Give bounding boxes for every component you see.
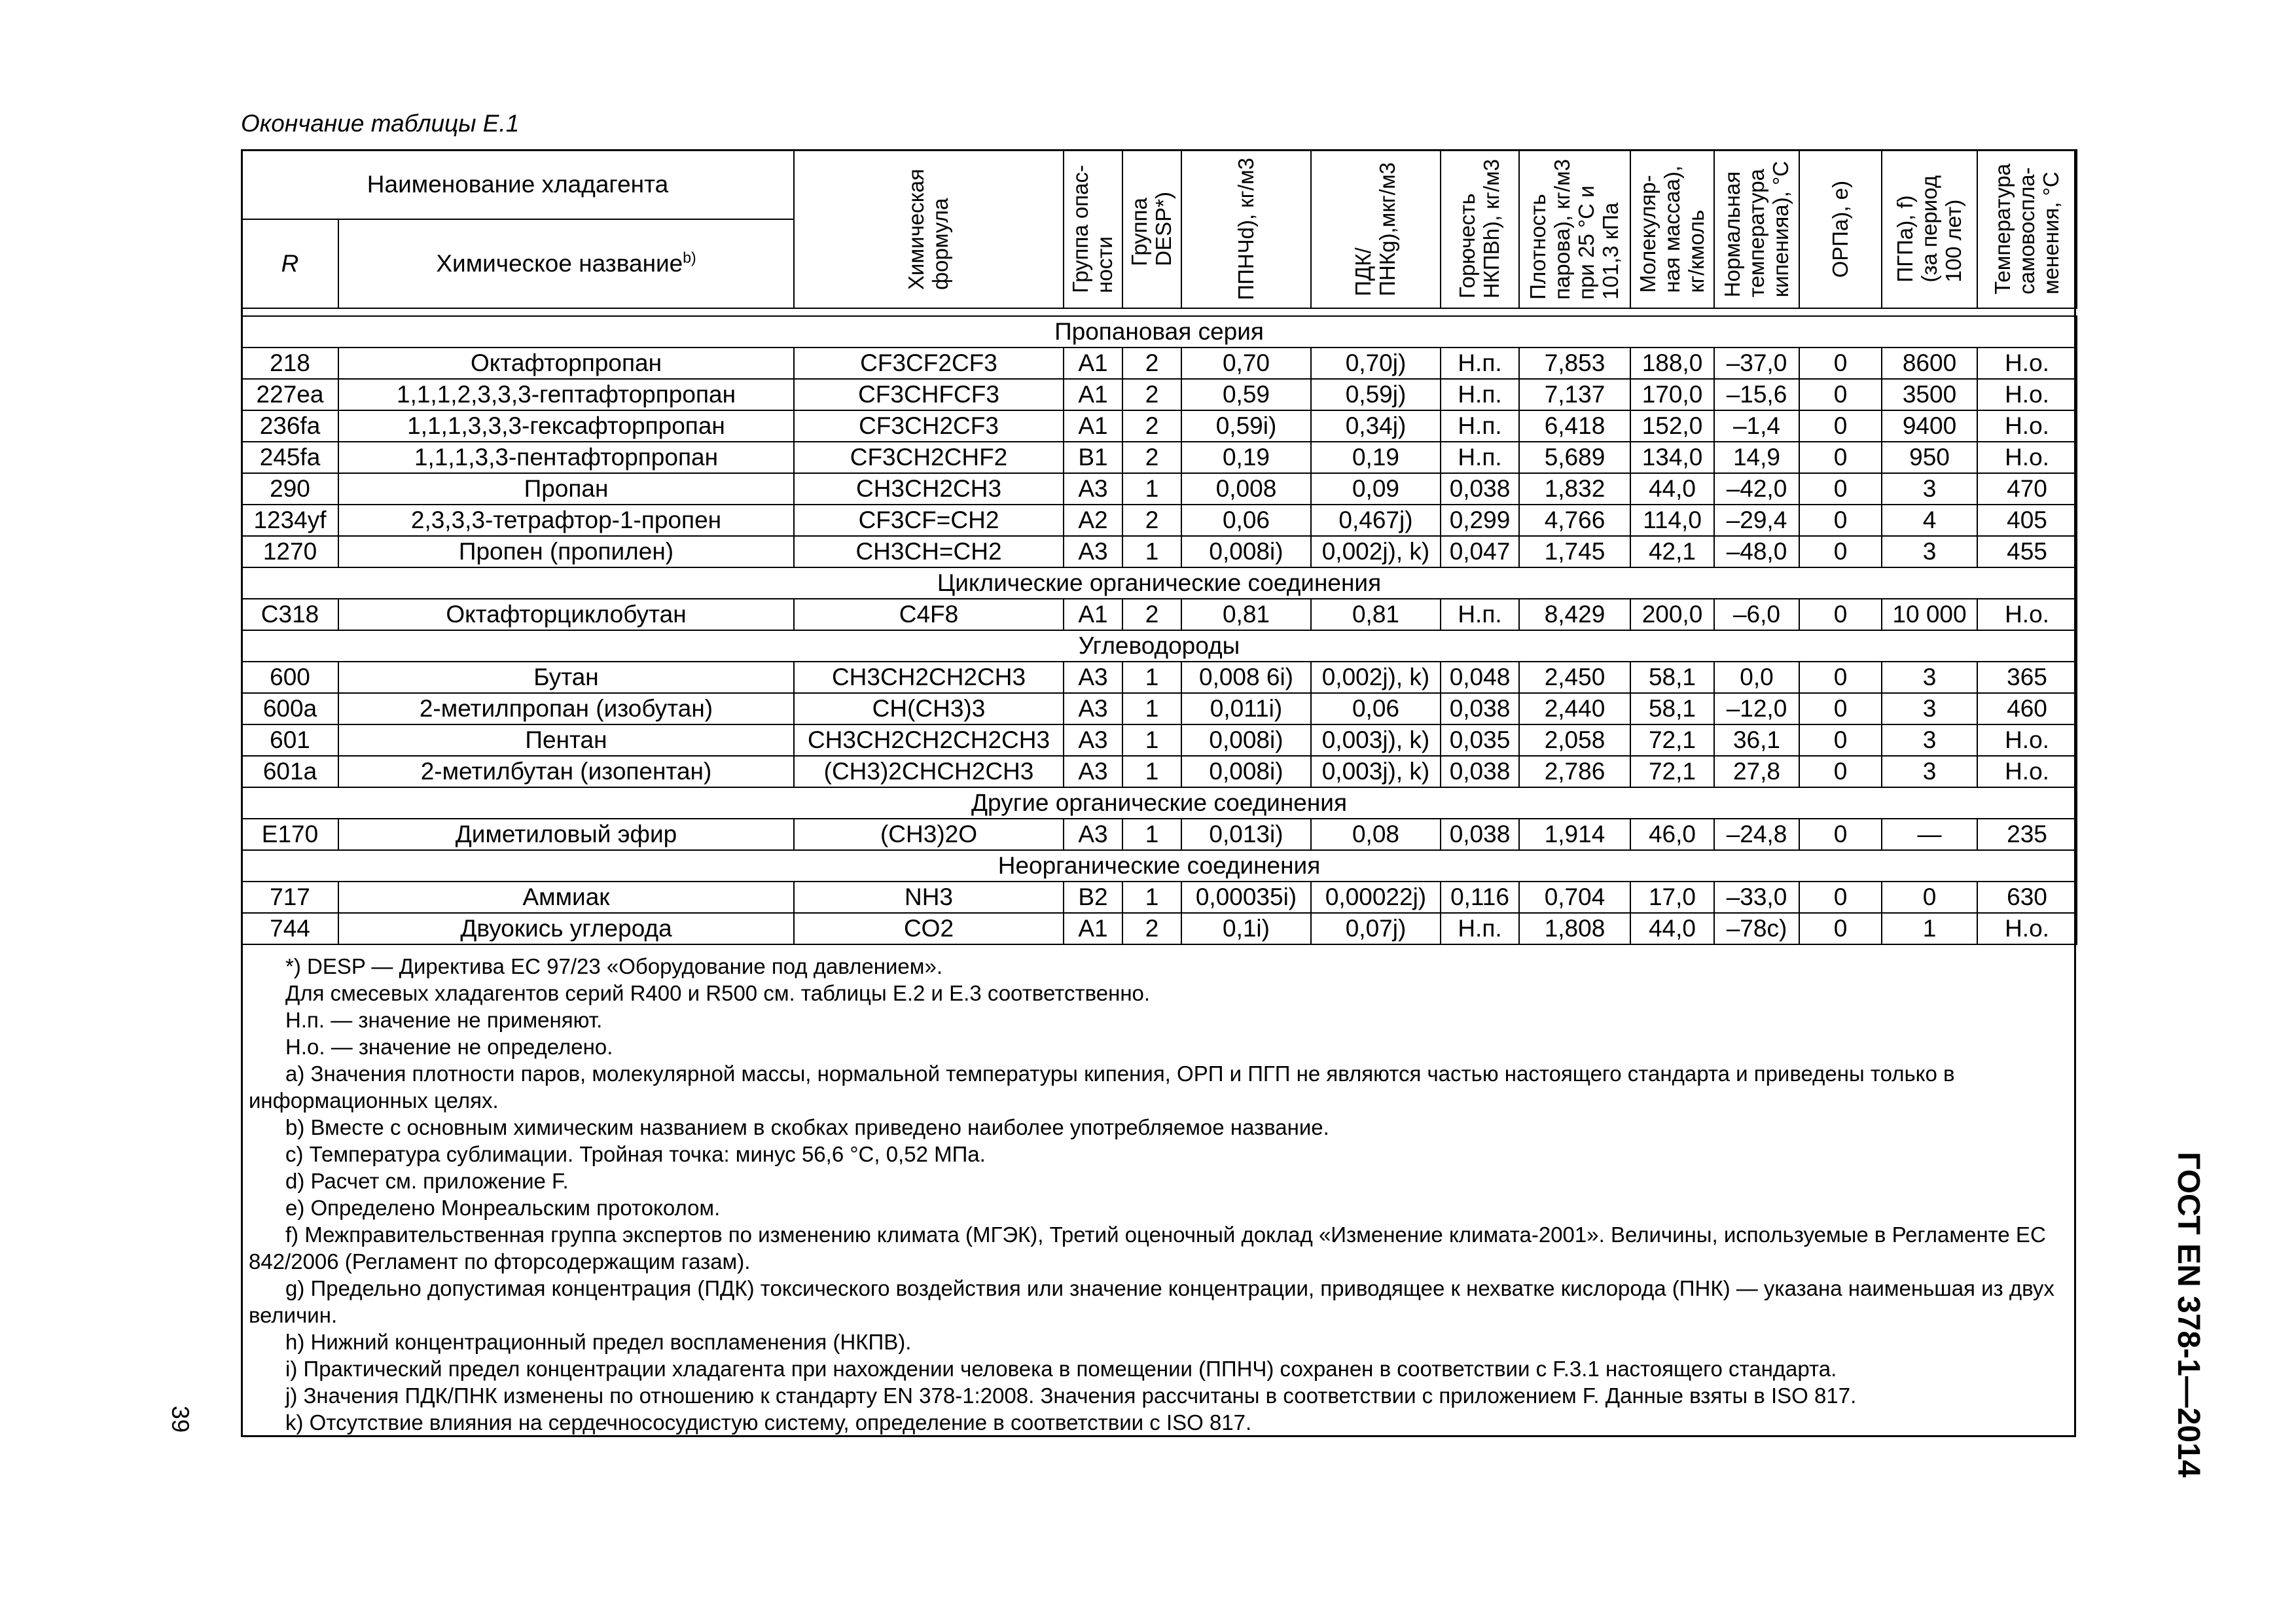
cell-molmass: 134,0 <box>1630 442 1714 473</box>
cell-orp: 0 <box>1799 693 1882 724</box>
section-row <box>242 787 2077 819</box>
cell-r: 601 <box>242 724 338 756</box>
cell-ppnch: 0,06 <box>1181 505 1311 536</box>
cell-ppnch: 0,011i) <box>1181 693 1311 724</box>
cell-molmass: 17,0 <box>1630 882 1714 913</box>
section-row <box>242 316 2077 348</box>
footnote: a) Значения плотности паров, молекулярной массы, нормальной температуры кипения, ОРП и ПГП не являются частью настоящего стандарта и приведены только в информационных целях. <box>249 1061 1955 1113</box>
footnote: f) Межправительственная группа экспертов по изменению климата (МГЭК), Третий оценочный доклад «Изменение климата-2001». Величины, используемые в Регламенте ЕС 842/2006 (Регламент по фторсодержащим газам). <box>249 1222 2046 1274</box>
footnote: b) Вместе с основным химическим названием в скобках приведено наиболее употребляемое название. <box>285 1115 1329 1139</box>
cell-desp: 1 <box>1122 724 1181 756</box>
cell-pdk: 0,59j) <box>1311 379 1441 410</box>
cell-boil: –29,4 <box>1714 505 1799 536</box>
cell-name: 1,1,1,2,3,3,3-гептафторпропан <box>338 379 794 410</box>
refrigerant-table <box>241 149 2077 945</box>
section-title: Неорганические соединения <box>242 850 2077 882</box>
cell-formula: NH3 <box>794 882 1064 913</box>
cell-r: C318 <box>242 599 338 630</box>
cell-r: 744 <box>242 913 338 944</box>
footnote: Н.п. — значение не применяют. <box>285 1008 603 1032</box>
cell-hazard: A1 <box>1064 348 1122 379</box>
cell-pdk: 0,07j) <box>1311 913 1441 944</box>
cell-autoign: Н.о. <box>1977 756 2077 787</box>
cell-flam: 0,038 <box>1441 756 1519 787</box>
cell-density: 7,853 <box>1519 348 1630 379</box>
cell-ppnch: 0,008 <box>1181 473 1311 505</box>
cell-name: 2-метилпропан (изобутан) <box>338 693 794 724</box>
section-title: Пропановая серия <box>242 316 2077 348</box>
cell-ppnch: 0,008i) <box>1181 536 1311 567</box>
cell-orp: 0 <box>1799 410 1882 442</box>
footnote: k) Отсутствие влияния на сердечнососудистую систему, определение в соответствии с ISO 817. <box>285 1410 1252 1435</box>
cell-density: 1,832 <box>1519 473 1630 505</box>
cell-pdk: 0,34j) <box>1311 410 1441 442</box>
cell-r: 236fa <box>242 410 338 442</box>
section-title: Другие органические соединения <box>242 787 2077 819</box>
table-row <box>242 599 2077 630</box>
cell-flam: 0,038 <box>1441 473 1519 505</box>
cell-density: 1,808 <box>1519 913 1630 944</box>
cell-desp: 1 <box>1122 882 1181 913</box>
header-desp: Группа DESP*) <box>1122 150 1181 308</box>
cell-ggp: 9400 <box>1882 410 1977 442</box>
cell-flam: Н.п. <box>1441 599 1519 630</box>
cell-density: 4,766 <box>1519 505 1630 536</box>
page-number: 39 <box>167 1406 194 1433</box>
cell-desp: 1 <box>1122 536 1181 567</box>
cell-autoign: Н.о. <box>1977 724 2077 756</box>
cell-ppnch: 0,008i) <box>1181 724 1311 756</box>
cell-boil: –6,0 <box>1714 599 1799 630</box>
cell-molmass: 200,0 <box>1630 599 1714 630</box>
cell-ggp: 8600 <box>1882 348 1977 379</box>
cell-hazard: B1 <box>1064 442 1122 473</box>
cell-hazard: A3 <box>1064 536 1122 567</box>
cell-density: 0,704 <box>1519 882 1630 913</box>
cell-name: Октафторциклобутан <box>338 599 794 630</box>
cell-hazard: A1 <box>1064 599 1122 630</box>
cell-r: 1270 <box>242 536 338 567</box>
standard-designation: ГОСТ EN 378-1—2014 <box>2171 1152 2206 1478</box>
cell-boil: –15,6 <box>1714 379 1799 410</box>
section-row <box>242 630 2077 662</box>
cell-orp: 0 <box>1799 913 1882 944</box>
cell-flam: 0,299 <box>1441 505 1519 536</box>
header-boil: Нормальная температура кипенияa), °С <box>1714 150 1799 308</box>
cell-desp: 2 <box>1122 410 1181 442</box>
cell-ggp: 0 <box>1882 882 1977 913</box>
cell-pdk: 0,003j), k) <box>1311 756 1441 787</box>
cell-name: Бутан <box>338 662 794 693</box>
cell-hazard: A1 <box>1064 913 1122 944</box>
cell-orp: 0 <box>1799 662 1882 693</box>
cell-flam: 0,038 <box>1441 693 1519 724</box>
cell-formula: CH(CH3)3 <box>794 693 1064 724</box>
section-title: Углеводороды <box>242 630 2077 662</box>
cell-orp: 0 <box>1799 536 1882 567</box>
table-row <box>242 724 2077 756</box>
table-row <box>242 693 2077 724</box>
cell-boil: 14,9 <box>1714 442 1799 473</box>
table-row <box>242 442 2077 473</box>
cell-desp: 1 <box>1122 756 1181 787</box>
cell-r: 245fa <box>242 442 338 473</box>
cell-autoign: 630 <box>1977 882 2077 913</box>
cell-boil: –24,8 <box>1714 819 1799 850</box>
table-row <box>242 379 2077 410</box>
header-autoign: Температура самовоспла- менения, °С <box>1977 150 2077 308</box>
spacer-cell <box>242 308 2077 316</box>
cell-orp: 0 <box>1799 379 1882 410</box>
cell-pdk: 0,002j), k) <box>1311 662 1441 693</box>
cell-pdk: 0,81 <box>1311 599 1441 630</box>
cell-formula: CF3CHFCF3 <box>794 379 1064 410</box>
header-hazard: Группа опас- ности <box>1064 150 1122 308</box>
cell-boil: –12,0 <box>1714 693 1799 724</box>
cell-ppnch: 0,008 6i) <box>1181 662 1311 693</box>
cell-ggp: 950 <box>1882 442 1977 473</box>
header-orp: ОРПa), e) <box>1799 150 1882 308</box>
cell-boil: –1,4 <box>1714 410 1799 442</box>
cell-boil: 36,1 <box>1714 724 1799 756</box>
cell-r: E170 <box>242 819 338 850</box>
footnotes <box>249 953 2068 1436</box>
table-row <box>242 756 2077 787</box>
cell-ppnch: 0,19 <box>1181 442 1311 473</box>
cell-ggp: 3 <box>1882 693 1977 724</box>
cell-hazard: A3 <box>1064 473 1122 505</box>
cell-name: 2,3,3,3-тетрафтор-1-пропен <box>338 505 794 536</box>
cell-orp: 0 <box>1799 724 1882 756</box>
cell-boil: –33,0 <box>1714 882 1799 913</box>
cell-autoign: Н.о. <box>1977 348 2077 379</box>
cell-orp: 0 <box>1799 819 1882 850</box>
cell-pdk: 0,06 <box>1311 693 1441 724</box>
cell-hazard: A2 <box>1064 505 1122 536</box>
cell-flam: 0,116 <box>1441 882 1519 913</box>
cell-molmass: 114,0 <box>1630 505 1714 536</box>
cell-desp: 1 <box>1122 693 1181 724</box>
footnote: g) Предельно допустимая концентрация (ПДК) токсического воздействия или значение концентрации, приводящее к нехватке кислорода (ПНК) — указана наименьшая из двух величин. <box>249 1276 2054 1327</box>
cell-formula: CH3CH2CH2CH3 <box>794 662 1064 693</box>
cell-flam: 0,048 <box>1441 662 1519 693</box>
cell-desp: 2 <box>1122 913 1181 944</box>
header-ppnch: ППНЧd), кг/м3 <box>1181 150 1311 308</box>
cell-ggp: 10 000 <box>1882 599 1977 630</box>
table-caption: Окончание таблицы Е.1 <box>241 110 520 137</box>
cell-formula: (CH3)2CHCH2CH3 <box>794 756 1064 787</box>
cell-hazard: A3 <box>1064 693 1122 724</box>
cell-r: 601a <box>242 756 338 787</box>
cell-boil: –78c) <box>1714 913 1799 944</box>
cell-r: 227ea <box>242 379 338 410</box>
footnote: h) Нижний концентрационный предел воспламенения (НКПВ). <box>285 1330 912 1354</box>
cell-hazard: A3 <box>1064 724 1122 756</box>
cell-formula: CF3CF=CH2 <box>794 505 1064 536</box>
footnote: e) Определено Монреальским протоколом. <box>285 1196 721 1220</box>
cell-autoign: Н.о. <box>1977 410 2077 442</box>
header-chem-name: Химическое название$^{b)}$ <box>338 219 794 308</box>
cell-hazard: A1 <box>1064 410 1122 442</box>
footnote: i) Практический предел концентрации хладагента при нахождении человека в помещении (ППНЧ) сохранен в соответствии с F.3.1 настоящего стандарта. <box>285 1357 1837 1381</box>
cell-formula: CH3CH=CH2 <box>794 536 1064 567</box>
cell-autoign: Н.о. <box>1977 379 2077 410</box>
cell-flam: Н.п. <box>1441 379 1519 410</box>
cell-autoign: Н.о. <box>1977 599 2077 630</box>
cell-ggp: 4 <box>1882 505 1977 536</box>
cell-ggp: 3 <box>1882 756 1977 787</box>
cell-name: Диметиловый эфир <box>338 819 794 850</box>
cell-formula: (CH3)2O <box>794 819 1064 850</box>
cell-flam: Н.п. <box>1441 442 1519 473</box>
cell-formula: CF3CH2CHF2 <box>794 442 1064 473</box>
cell-ggp: 3 <box>1882 473 1977 505</box>
cell-boil: –48,0 <box>1714 536 1799 567</box>
section-title: Циклические органические соединения <box>242 567 2077 599</box>
cell-formula: CH3CH2CH3 <box>794 473 1064 505</box>
cell-name: Двуокись углерода <box>338 913 794 944</box>
table-row <box>242 505 2077 536</box>
cell-autoign: 455 <box>1977 536 2077 567</box>
cell-flam: 0,047 <box>1441 536 1519 567</box>
header-density: Плотность паровa), кг/м3 при 25 °С и 101,3 кПа <box>1519 150 1630 308</box>
cell-density: 1,745 <box>1519 536 1630 567</box>
footnote: Н.о. — значение не определено. <box>285 1035 613 1059</box>
cell-hazard: A1 <box>1064 379 1122 410</box>
cell-formula: C4F8 <box>794 599 1064 630</box>
table-body <box>242 308 2077 944</box>
header-name-group: Наименование хладагента <box>242 150 794 219</box>
cell-molmass: 72,1 <box>1630 724 1714 756</box>
cell-autoign: 365 <box>1977 662 2077 693</box>
cell-molmass: 44,0 <box>1630 913 1714 944</box>
table-row <box>242 473 2077 505</box>
cell-desp: 2 <box>1122 599 1181 630</box>
header-molmass: Молекуляр- ная массаa), кг/кмоль <box>1630 150 1714 308</box>
cell-orp: 0 <box>1799 505 1882 536</box>
cell-autoign: Н.о. <box>1977 442 2077 473</box>
cell-orp: 0 <box>1799 473 1882 505</box>
cell-flam: Н.п. <box>1441 913 1519 944</box>
cell-name: 1,1,1,3,3,3-гексафторпропан <box>338 410 794 442</box>
cell-boil: 27,8 <box>1714 756 1799 787</box>
cell-desp: 2 <box>1122 379 1181 410</box>
cell-name: Пропен (пропилен) <box>338 536 794 567</box>
footnote: d) Расчет см. приложение F. <box>285 1169 569 1193</box>
footnote: *) DESP — Директива ЕС 97/23 «Оборудование под давлением». <box>285 954 942 978</box>
cell-ggp: 3 <box>1882 536 1977 567</box>
cell-orp: 0 <box>1799 442 1882 473</box>
cell-molmass: 188,0 <box>1630 348 1714 379</box>
header-flam: Горючесть НКПВh), кг/м3 <box>1441 150 1519 308</box>
cell-density: 8,429 <box>1519 599 1630 630</box>
cell-ggp: 1 <box>1882 913 1977 944</box>
table-header <box>242 150 2077 308</box>
section-spacer <box>242 308 2077 316</box>
cell-density: 2,786 <box>1519 756 1630 787</box>
cell-desp: 1 <box>1122 662 1181 693</box>
cell-ppnch: 0,00035i) <box>1181 882 1311 913</box>
cell-density: 1,914 <box>1519 819 1630 850</box>
cell-desp: 1 <box>1122 819 1181 850</box>
table-row <box>242 348 2077 379</box>
cell-name: 1,1,1,3,3-пентафторпропан <box>338 442 794 473</box>
cell-density: 6,418 <box>1519 410 1630 442</box>
cell-desp: 2 <box>1122 442 1181 473</box>
cell-name: Пентан <box>338 724 794 756</box>
header-formula: Химическая формула <box>794 150 1064 308</box>
cell-ppnch: 0,59 <box>1181 379 1311 410</box>
cell-r: 717 <box>242 882 338 913</box>
header-pdk: ПДК/ ПНКg),мкг/м3 <box>1311 150 1441 308</box>
cell-pdk: 0,08 <box>1311 819 1441 850</box>
cell-flam: 0,038 <box>1441 819 1519 850</box>
footnote: c) Температура сублимации. Тройная точка: минус 56,6 °С, 0,52 МПа. <box>285 1142 986 1166</box>
footnote: Для смесевых хладагентов серий R400 и R500 см. таблицы Е.2 и Е.3 соответственно. <box>285 981 1151 1005</box>
cell-r: 600 <box>242 662 338 693</box>
cell-density: 2,058 <box>1519 724 1630 756</box>
cell-boil: 0,0 <box>1714 662 1799 693</box>
table-row <box>242 536 2077 567</box>
cell-molmass: 44,0 <box>1630 473 1714 505</box>
cell-pdk: 0,19 <box>1311 442 1441 473</box>
cell-molmass: 42,1 <box>1630 536 1714 567</box>
cell-name: 2-метилбутан (изопентан) <box>338 756 794 787</box>
cell-pdk: 0,002j), k) <box>1311 536 1441 567</box>
cell-pdk: 0,09 <box>1311 473 1441 505</box>
cell-autoign: 460 <box>1977 693 2077 724</box>
cell-r: 218 <box>242 348 338 379</box>
cell-ggp: 3500 <box>1882 379 1977 410</box>
cell-density: 5,689 <box>1519 442 1630 473</box>
cell-ppnch: 0,59i) <box>1181 410 1311 442</box>
cell-r: 600a <box>242 693 338 724</box>
cell-pdk: 0,003j), k) <box>1311 724 1441 756</box>
cell-desp: 1 <box>1122 473 1181 505</box>
header-r: R <box>242 219 338 308</box>
cell-ppnch: 0,013i) <box>1181 819 1311 850</box>
cell-molmass: 72,1 <box>1630 756 1714 787</box>
cell-molmass: 58,1 <box>1630 693 1714 724</box>
cell-density: 7,137 <box>1519 379 1630 410</box>
cell-ggp: — <box>1882 819 1977 850</box>
cell-autoign: Н.о. <box>1977 913 2077 944</box>
cell-flam: 0,035 <box>1441 724 1519 756</box>
cell-orp: 0 <box>1799 756 1882 787</box>
cell-pdk: 0,00022j) <box>1311 882 1441 913</box>
cell-density: 2,440 <box>1519 693 1630 724</box>
table-row <box>242 410 2077 442</box>
cell-orp: 0 <box>1799 882 1882 913</box>
cell-desp: 2 <box>1122 505 1181 536</box>
cell-molmass: 58,1 <box>1630 662 1714 693</box>
cell-autoign: 235 <box>1977 819 2077 850</box>
cell-orp: 0 <box>1799 348 1882 379</box>
section-row <box>242 850 2077 882</box>
cell-pdk: 0,467j) <box>1311 505 1441 536</box>
cell-pdk: 0,70j) <box>1311 348 1441 379</box>
cell-molmass: 152,0 <box>1630 410 1714 442</box>
cell-hazard: A3 <box>1064 819 1122 850</box>
cell-autoign: 405 <box>1977 505 2077 536</box>
cell-molmass: 170,0 <box>1630 379 1714 410</box>
cell-boil: –42,0 <box>1714 473 1799 505</box>
cell-formula: CH3CH2CH2CH2CH3 <box>794 724 1064 756</box>
cell-ppnch: 0,81 <box>1181 599 1311 630</box>
header-ggp: ПГПa), f) (за период 100 лет) <box>1882 150 1977 308</box>
cell-name: Октафторпропан <box>338 348 794 379</box>
table-row <box>242 882 2077 913</box>
cell-desp: 2 <box>1122 348 1181 379</box>
footnote: j) Значения ПДК/ПНК изменены по отношению к стандарту EN 378-1:2008. Значения рассчитаны в соответствии с приложением F. Данные взяты в ISO 817. <box>285 1383 1857 1408</box>
cell-ppnch: 0,1i) <box>1181 913 1311 944</box>
cell-hazard: A3 <box>1064 756 1122 787</box>
cell-formula: CO2 <box>794 913 1064 944</box>
cell-ppnch: 0,70 <box>1181 348 1311 379</box>
cell-density: 2,450 <box>1519 662 1630 693</box>
cell-orp: 0 <box>1799 599 1882 630</box>
cell-molmass: 46,0 <box>1630 819 1714 850</box>
cell-formula: CF3CF2CF3 <box>794 348 1064 379</box>
cell-flam: Н.п. <box>1441 348 1519 379</box>
cell-flam: Н.п. <box>1441 410 1519 442</box>
cell-hazard: A3 <box>1064 662 1122 693</box>
cell-ggp: 3 <box>1882 662 1977 693</box>
cell-name: Аммиак <box>338 882 794 913</box>
cell-hazard: B2 <box>1064 882 1122 913</box>
cell-name: Пропан <box>338 473 794 505</box>
cell-r: 290 <box>242 473 338 505</box>
table-row <box>242 662 2077 693</box>
table-row <box>242 819 2077 850</box>
section-row <box>242 567 2077 599</box>
cell-formula: CF3CH2CF3 <box>794 410 1064 442</box>
cell-ggp: 3 <box>1882 724 1977 756</box>
cell-autoign: 470 <box>1977 473 2077 505</box>
cell-r: 1234yf <box>242 505 338 536</box>
cell-boil: –37,0 <box>1714 348 1799 379</box>
table-row <box>242 913 2077 944</box>
cell-ppnch: 0,008i) <box>1181 756 1311 787</box>
